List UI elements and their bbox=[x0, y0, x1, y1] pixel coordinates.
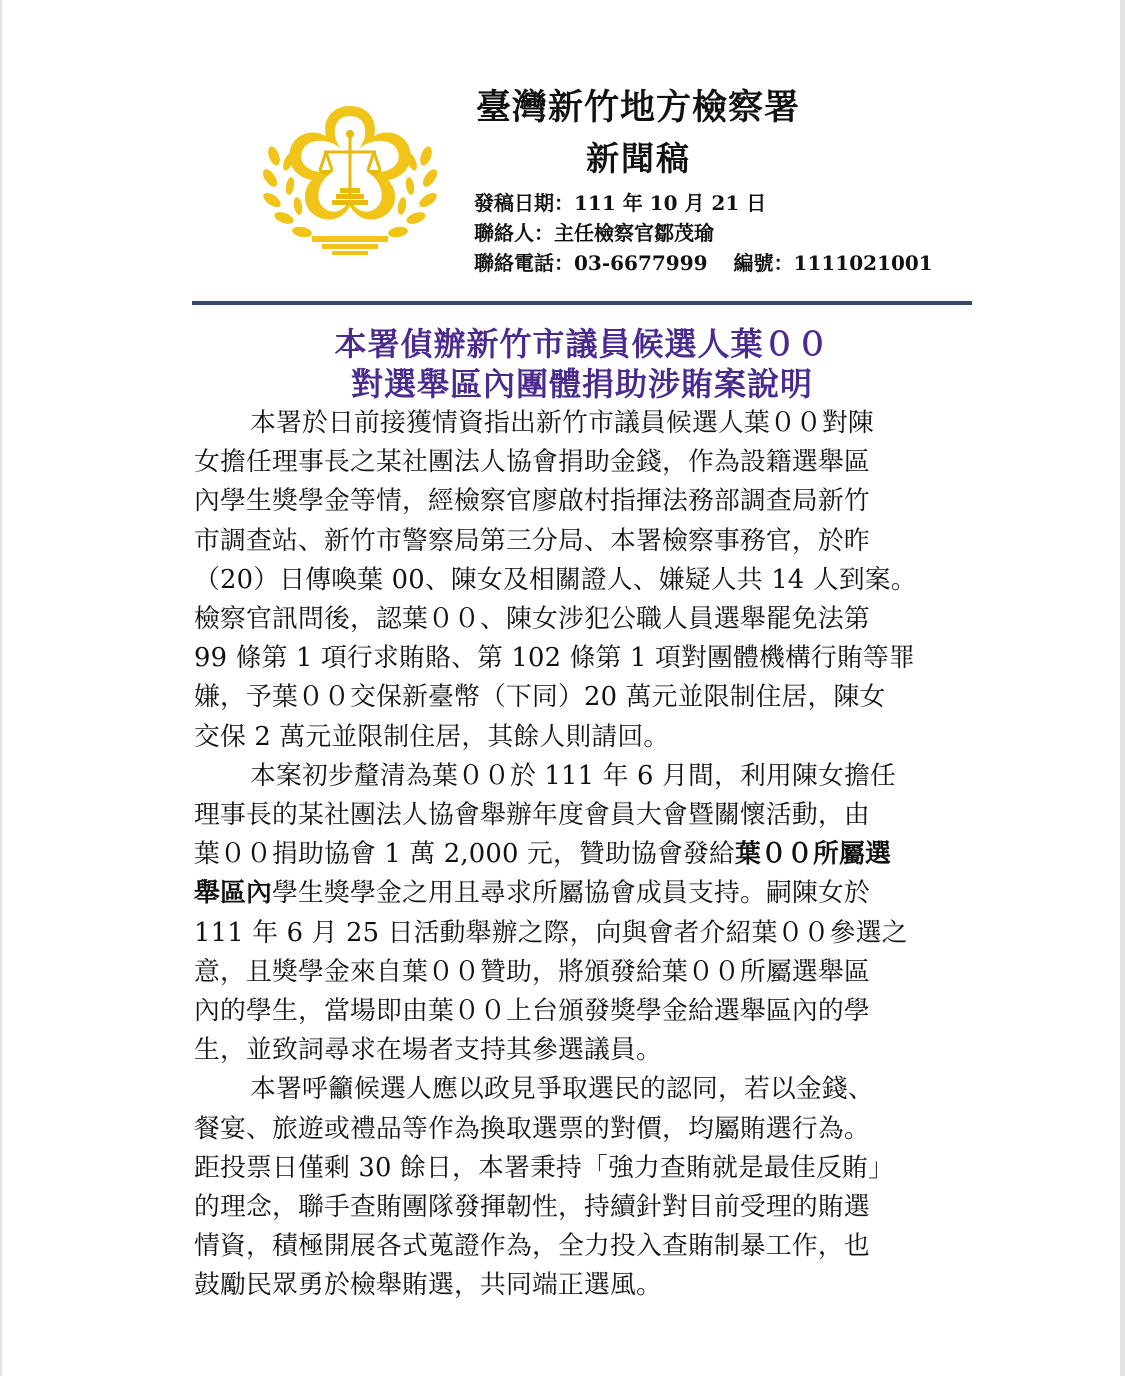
document-type: 新聞稿 bbox=[586, 139, 691, 178]
headline-line-2: 對選舉區內團體捐助涉賄案說明 bbox=[350, 365, 813, 403]
paragraph-2 bbox=[194, 757, 984, 1071]
paragraph-line: 嫌，予葉００交保新臺幣（下同）20 萬元並限制住居，陳女 bbox=[194, 682, 886, 713]
paragraph-line: 的理念，聯手查賄團隊發揮韌性，持續針對目前受理的賄選 bbox=[194, 1192, 870, 1223]
paragraph-line: 距投票日僅剩 30 餘日，本署秉持「強力查賄就是最佳反賄」 bbox=[194, 1152, 894, 1183]
paragraph-line: 本署呼籲候選人應以政見爭取選民的認同，若以金錢、 bbox=[250, 1074, 874, 1105]
emphasis-text: 葉００所屬選 bbox=[735, 839, 891, 870]
press-release-page bbox=[2, 0, 1120, 1376]
paragraph-line: （20）日傳喚葉 00、陳女及相關證人、嫌疑人共 14 人到案。 bbox=[194, 564, 917, 595]
headline-line-1: 本署偵辦新竹市議員候選人葉００ bbox=[334, 325, 830, 363]
paragraph-line: 99 條第 1 項行求賄賂、第 102 條第 1 項對團體機構行賄等罪 bbox=[194, 643, 916, 674]
org-title: 臺灣新竹地方檢察署 bbox=[476, 87, 801, 128]
prosecutor-emblem-icon bbox=[260, 100, 440, 260]
paragraph-line bbox=[194, 835, 984, 874]
press-release-body bbox=[194, 404, 984, 1306]
release-date: 發稿日期：111 年 10 月 21 日 bbox=[474, 191, 767, 215]
paragraph-line: 情資，積極開展各式蒐證作為，全力投入查賄制暴工作，也 bbox=[194, 1231, 870, 1262]
paragraph-line: 內的學生，當場即由葉００上台頒發獎學金給選舉區內的學 bbox=[194, 996, 870, 1027]
paragraph-line: 餐宴、旅遊或禮品等作為換取選票的對價，均屬賄選行為。 bbox=[194, 1113, 870, 1144]
paragraph-line: 本案初步釐清為葉００於 111 年 6 月間，利用陳女擔任 bbox=[250, 760, 896, 791]
contact-phone: 聯絡電話：03-6677999 bbox=[474, 251, 708, 275]
paragraph-line: 111 年 6 月 25 日活動舉辦之際，向與會者介紹葉００參選之 bbox=[194, 917, 908, 948]
paragraph-line: 市調查站、新竹市警察局第三分局、本署檢察事務官，於昨 bbox=[194, 525, 870, 556]
paragraph-line: 交保 2 萬元並限制住居，其餘人則請回。 bbox=[194, 721, 670, 752]
paragraph-line: 女擔任理事長之某社團法人協會捐助金錢，作為設籍選舉區 bbox=[194, 447, 870, 478]
paragraph-line: 檢察官訊問後，認葉００、陳女涉犯公職人員選舉罷免法第 bbox=[194, 604, 870, 635]
text-run: 學生獎學金之用且尋求所屬協會成員支持。嗣陳女於 bbox=[272, 878, 870, 909]
contact-person: 聯絡人：主任檢察官鄒茂瑜 bbox=[474, 221, 714, 245]
text-run: 葉００捐助協會 1 萬 2,000 元，贊助協會發給 bbox=[194, 839, 736, 870]
paragraph-line: 生，並致詞尋求在場者支持其參選議員。 bbox=[194, 1035, 662, 1066]
paragraph-line: 意，且獎學金來自葉００贊助，將頒發給葉００所屬選舉區 bbox=[194, 956, 870, 987]
paragraph-line: 理事長的某社團法人協會舉辦年度會員大會暨關懷活動，由 bbox=[194, 800, 870, 831]
paragraph-1 bbox=[194, 404, 984, 757]
paragraph-3 bbox=[194, 1070, 984, 1305]
emphasis-text: 舉區內 bbox=[194, 878, 272, 909]
paragraph-line: 內學生獎學金等情，經檢察官廖啟村指揮法務部調查局新竹 bbox=[194, 486, 870, 517]
paragraph-line: 鼓勵民眾勇於檢舉賄選，共同端正選風。 bbox=[194, 1270, 662, 1301]
paragraph-line: 本署於日前接獲情資指出新竹市議員候選人葉００對陳 bbox=[250, 408, 874, 438]
contact-line bbox=[474, 248, 933, 278]
serial-number: 編號：1111021001 bbox=[733, 251, 933, 275]
paragraph-line bbox=[194, 874, 984, 913]
header-divider bbox=[192, 301, 972, 305]
